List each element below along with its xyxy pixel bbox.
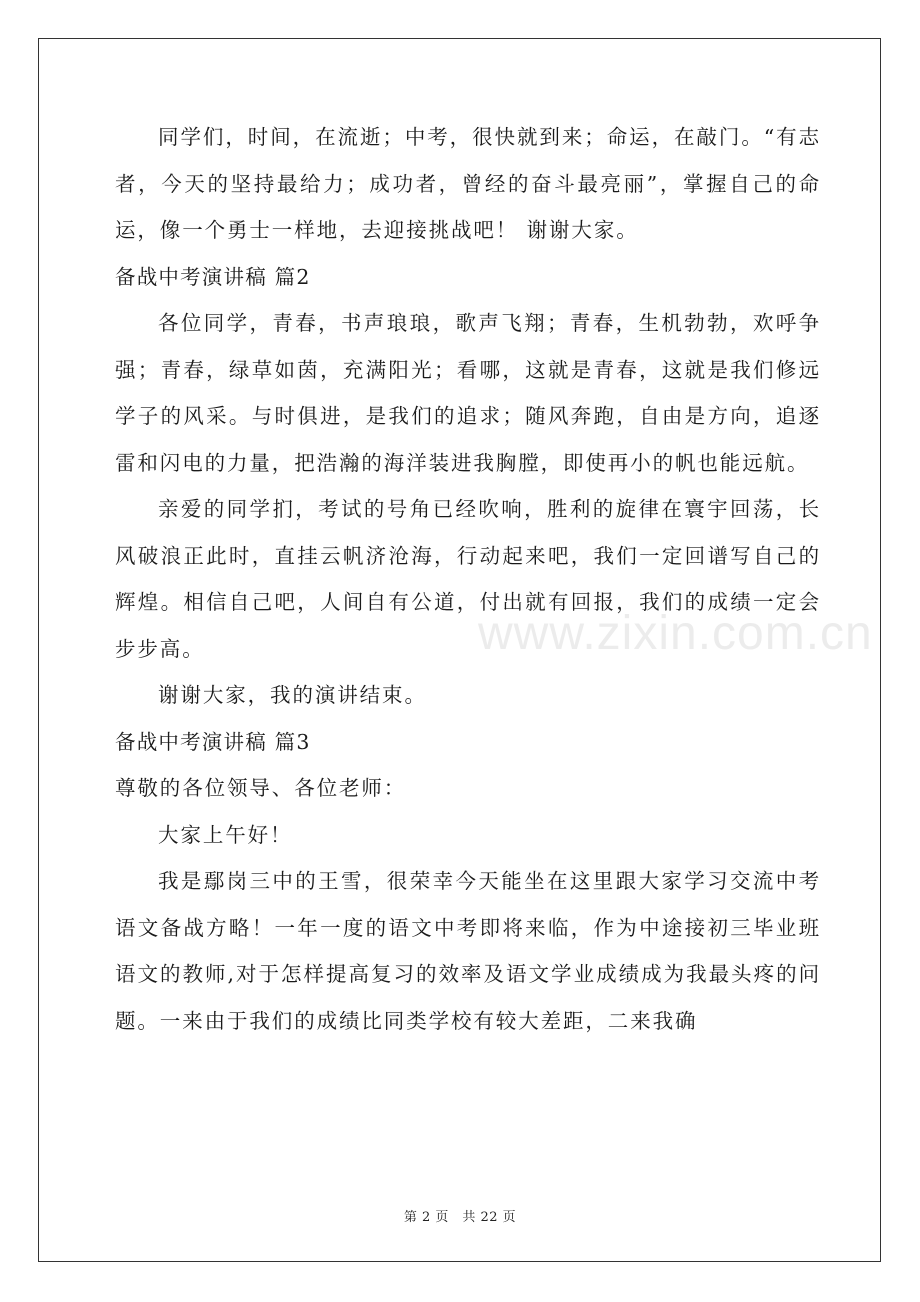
greeting: 大家上午好！ [158, 822, 293, 847]
paragraph: 各位同学，青春，书声琅琅，歌声飞翔；青春，生机勃勃，欢呼争强；青春，绿草如茵，充满阳光；看哪，这就是青春，这就是我们修远学子的风采。与时俱进，是我们的追求；随风奔跑，自由是方向，追逐雷和闪电的力量，把浩瀚的海洋装进我胸膛，即使再小的帆也能远航。 [115, 311, 821, 475]
paragraph: 我是鄢岗三中的王雪，很荣幸今天能坐在这里跟大家学习交流中考语文备战方略！一年一度的语文中考即将来临，作为中途接初三毕业班语文的教师,对于怎样提高复习的效率及语文学业成绩成为我最头疼的问题。一来由于我们的成绩比同类学校有较大差距，二来我确 [115, 869, 821, 1033]
section-heading: 备战中考演讲稿 篇2 [115, 264, 311, 289]
page-footer: 第 2 页 共 22 页 [403, 1210, 517, 1225]
paragraph: 亲爱的同学扪，考试的号角已经吹响，胜利的旋律在寰宇回荡，长风破浪正此时，直挂云帆济沧海，行动起来吧，我们一定回谱写自己的辉煌。相信自己吧，人间自有公道，付出就有回报，我们的成绩一定会步步高。 [115, 497, 821, 661]
watermark: www.zixin.com.cn [478, 607, 873, 660]
paragraph: 谢谢大家，我的演讲结束。 [158, 683, 427, 707]
salutation: 尊敬的各位领导、各位老师： [115, 776, 407, 800]
document-body [115, 114, 821, 1044]
section-heading: 备战中考演讲稿 篇3 [115, 729, 311, 754]
paragraph: 同学们，时间，在流逝；中考，很快就到来；命运，在敲门。“有志者，今天的坚持最给力；成功者，曾经的奋斗最亮丽”，掌握自己的命运，像一个勇士一样地，去迎接挑战吧！ 谢谢大家。 [115, 125, 821, 242]
